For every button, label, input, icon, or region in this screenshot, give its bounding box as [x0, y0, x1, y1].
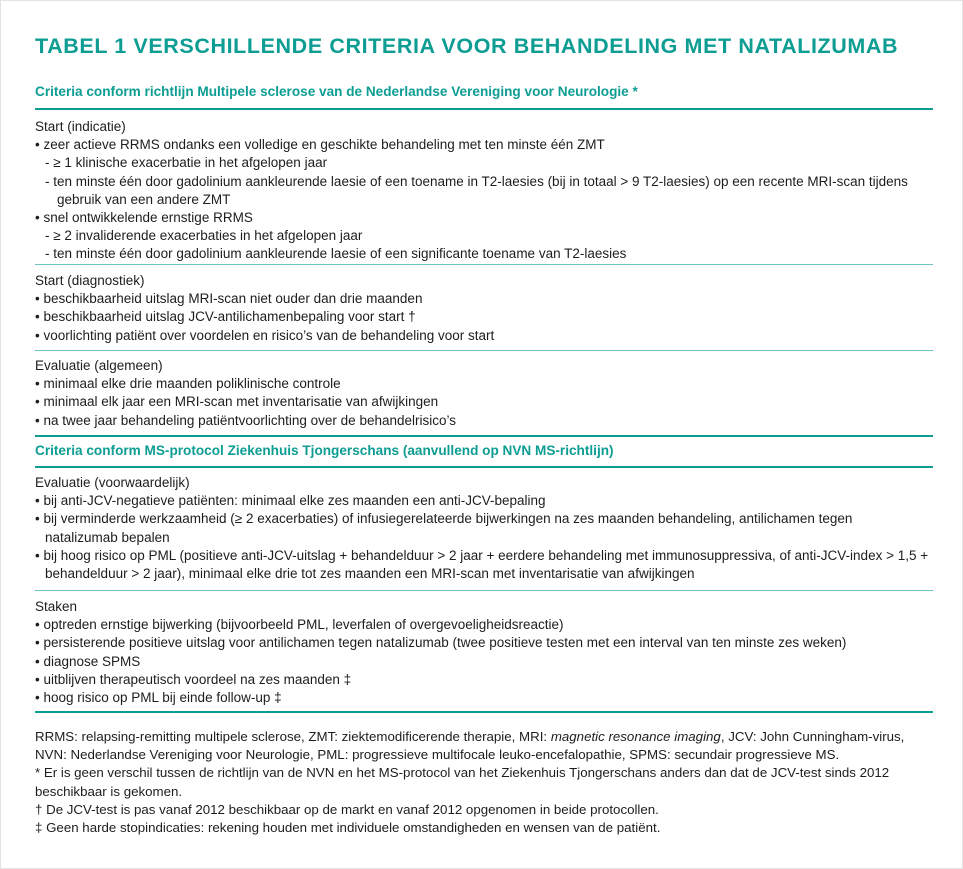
list-subitem: - ≥ 1 klinische exacerbatie in het afgelopen jaar — [45, 155, 328, 171]
group-start-diagnostiek — [35, 272, 935, 345]
group-label: Evaluatie (voorwaardelijk) — [35, 475, 190, 490]
list-item: • beschikbaarheid uitslag MRI-scan niet ouder dan drie maanden — [35, 291, 423, 307]
section-rule — [35, 711, 933, 713]
list-item: • diagnose SPMS — [35, 653, 141, 669]
list-item: • persisterende positieve uitslag voor antilichamen tegen natalizumab (twee positieve testen met een interval van ten minste zes weken) — [35, 635, 847, 651]
group-start-indicatie — [35, 118, 935, 264]
list-item: • bij verminderde werkzaamheid (≥ 2 exacerbaties) of infusiegerelateerde bijwerkingen na zes maanden behandeling, antilichamen tegen natalizumab bepalen — [35, 511, 853, 545]
group-divider — [35, 350, 933, 351]
list-item: • bij anti-JCV-negatieve patiënten: minimaal elke zes maanden een anti-JCV-bepaling — [35, 493, 546, 509]
section-heading-nvn: Criteria conform richtlijn Multipele sclerose van de Nederlandse Vereniging voor Neurologie * — [35, 84, 638, 99]
group-label: Staken — [35, 599, 78, 614]
section-rule — [35, 466, 933, 468]
list-subitem: - ≥ 2 invaliderende exacerbaties in het afgelopen jaar — [45, 228, 363, 244]
group-evaluatie-voorwaardelijk — [35, 474, 935, 583]
footnote-dagger: † De JCV-test is pas vanaf 2012 beschikbaar op de markt en vanaf 2012 opgenomen in beide protocollen. — [35, 801, 659, 817]
list-subitem: - ten minste één door gadolinium aankleurende laesie of een toename in T2-laesies (bij in totaal > 9 T2-laesies) op een recente MRI-scan tijdens gebruik van een andere ZMT — [45, 173, 908, 207]
section-heading-tjongerschans: Criteria conform MS-protocol Ziekenhuis Tjongerschans (aanvullend op NVN MS-richtlijn) — [35, 443, 614, 458]
list-item: • na twee jaar behandeling patiëntvoorlichting over de behandelrisico’s — [35, 412, 457, 428]
group-divider — [35, 590, 933, 591]
list-item: • voorlichting patiënt over voordelen en risico’s van de behandeling voor start — [35, 327, 495, 343]
table-title: TABEL 1 VERSCHILLENDE CRITERIA VOOR BEHANDELING MET NATALIZUMAB — [35, 34, 899, 58]
footnote-double-dagger: ‡ Geen harde stopindicaties: rekening houden met individuele omstandigheden en wensen van de patiënt. — [35, 820, 661, 836]
list-item: • zeer actieve RRMS ondanks een volledige en geschikte behandeling met ten minste één ZMT — [35, 137, 605, 153]
group-label: Start (diagnostiek) — [35, 273, 145, 288]
list-item: • snel ontwikkelende ernstige RRMS — [35, 210, 253, 226]
list-item: • optreden ernstige bijwerking (bijvoorbeeld PML, leverfalen of overgevoeligheidsreactie) — [35, 617, 564, 633]
footnotes — [35, 728, 935, 837]
list-item: • beschikbaarheid uitslag JCV-antilichamenbepaling voor start † — [35, 309, 416, 325]
group-divider — [35, 264, 933, 265]
section-rule — [35, 435, 933, 437]
section-rule — [35, 108, 933, 110]
footnote-star: * Er is geen verschil tussen de richtlijn van de NVN en het MS-protocol van het Ziekenhuis Tjongerschans anders dan dat de JCV-test sinds 2012 beschikbaar is gekomen. — [35, 765, 890, 799]
list-item: • hoog risico op PML bij einde follow-up ‡ — [35, 690, 282, 706]
list-item: • minimaal elke drie maanden poliklinische controle — [35, 376, 341, 392]
list-item: • uitblijven therapeutisch voordeel na zes maanden ‡ — [35, 671, 352, 687]
group-evaluatie-algemeen — [35, 357, 935, 430]
list-item: • minimaal elk jaar een MRI-scan met inventarisatie van afwijkingen — [35, 394, 439, 410]
list-item: • bij hoog risico op PML (positieve anti-JCV-uitslag + behandelduur > 2 jaar + eerdere behandeling met immunosuppressiva, of anti-JCV-index > 1,5 + behandelduur > 2 jaar), minimaal elke drie tot zes maanden een MRI-scan met inventarisatie van afwijkingen — [35, 547, 929, 582]
footnote-abbreviations: RRMS: relapsing-remitting multipele sclerose, ZMT: ziektemodificerende therapie, MRI: magnetic resonance imaging, JCV: John Cunningham-virus, NVN: Nederlandse Vereniging voor Neurologie, PML: progressieve multifocale leuko-encefalopathie, SPMS: secundair progressieve MS. — [35, 729, 905, 763]
group-staken — [35, 598, 935, 707]
list-subitem: - ten minste één door gadolinium aankleurende laesie of een significante toename van T2-laesies — [45, 246, 627, 262]
group-label: Evaluatie (algemeen) — [35, 358, 163, 373]
group-label: Start (indicatie) — [35, 119, 126, 134]
